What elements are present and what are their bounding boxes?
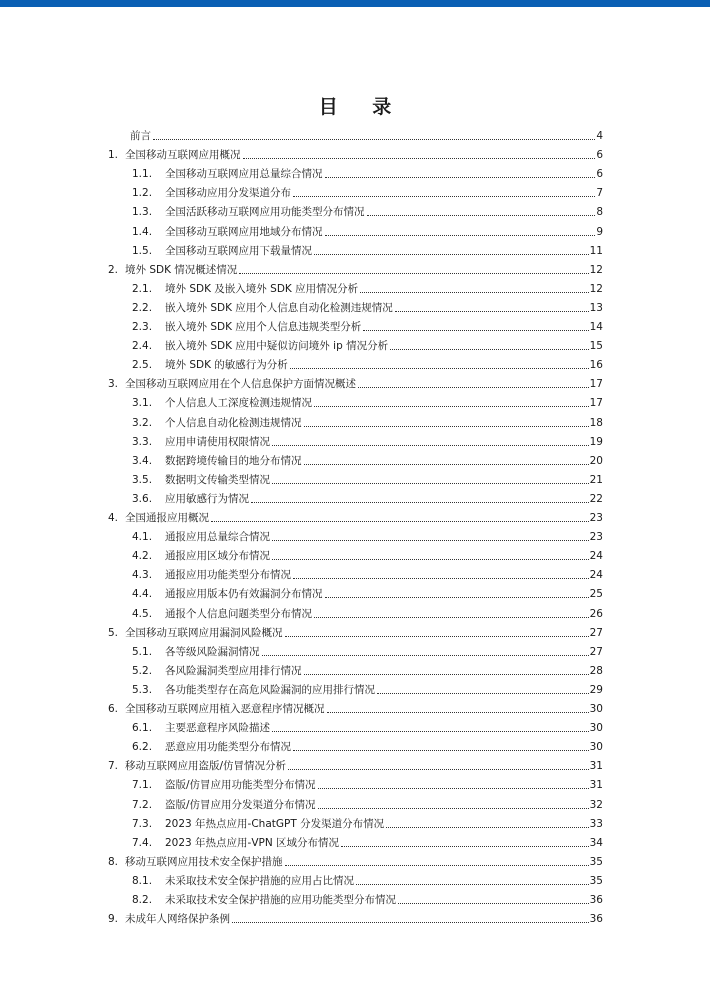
toc-entry-page: 7	[596, 187, 603, 200]
toc-entry-number: 3.2.	[132, 416, 153, 429]
toc-entry-page: 9	[596, 225, 603, 238]
toc-entry-title: 未成年人网络保护条例	[125, 913, 230, 926]
toc-entry-title: 各功能类型存在高危风险漏洞的应用排行情况	[165, 683, 375, 696]
toc-entry[interactable]	[132, 813, 603, 831]
toc-dot-leader	[304, 426, 589, 427]
toc-entry-page: 24	[589, 569, 603, 582]
toc-entry[interactable]	[132, 736, 603, 754]
toc-entry-title: 移动互联网应用技术安全保护措施	[125, 855, 283, 868]
toc-dot-leader	[272, 445, 589, 446]
toc-entry-title: 全国移动互联网应用植入恶意程序情况概况	[125, 703, 325, 715]
toc-entry-number: 4.3.	[132, 569, 153, 582]
toc-entry-page: 6	[596, 168, 603, 181]
toc-entry[interactable]	[132, 603, 603, 621]
toc-entry-page: 22	[589, 492, 603, 505]
toc-entry[interactable]	[132, 794, 603, 812]
toc-dot-leader	[314, 254, 589, 255]
toc-entry-title: 通报应用总量综合情况	[165, 531, 270, 544]
toc-entry-page: 30	[589, 722, 603, 735]
toc-entry-page: 35	[589, 855, 603, 868]
toc-entry-number: 1.3.	[132, 206, 153, 219]
toc-entry-title: 全国移动互联网应用在个人信息保护方面情况概述	[125, 378, 356, 391]
toc-entry-title: 全国移动互联网应用概况	[125, 149, 241, 162]
toc-dot-leader	[285, 865, 589, 866]
toc-entry-title: 未采取技术安全保护措施的应用占比情况	[165, 874, 354, 887]
toc-entry-page: 31	[589, 779, 603, 792]
toc-dot-leader	[386, 827, 589, 828]
toc-entry-title: 全国移动互联网应用总量综合情况	[165, 168, 323, 181]
toc-entry-title: 个人信息自动化检测违规情况	[165, 416, 302, 429]
toc-entry-title: 境外 SDK 情况概述情况	[125, 263, 238, 276]
header-accent-bar	[0, 0, 710, 7]
toc-entry[interactable]	[108, 259, 603, 277]
toc-dot-leader	[304, 464, 589, 465]
toc-entry[interactable]	[132, 870, 603, 888]
toc-entry-number: 4.1.	[132, 531, 153, 544]
toc-entry-page: 25	[589, 588, 603, 601]
toc-entry-page: 11	[589, 244, 603, 257]
toc-dot-leader	[239, 273, 588, 274]
toc-entry-page: 27	[589, 626, 603, 639]
toc-dot-leader	[293, 196, 595, 197]
toc-entry[interactable]	[132, 889, 603, 907]
toc-entry-page: 18	[589, 416, 603, 429]
toc-entry-number: 6.	[108, 703, 119, 715]
toc-entry-title: 通报应用区域分布情况	[165, 550, 270, 563]
toc-entry[interactable]	[132, 660, 603, 678]
toc-entry[interactable]	[132, 163, 603, 181]
toc-entry-title: 个人信息人工深度检测违规情况	[165, 397, 312, 410]
toc-entry-title: 通报应用版本仍有效漏洞分布情况	[165, 588, 323, 601]
toc-dot-leader	[293, 750, 589, 751]
toc-dot-leader	[360, 292, 589, 293]
toc-entry-page: 35	[589, 874, 603, 887]
toc-entry[interactable]	[132, 679, 603, 697]
toc-entry-title: 恶意应用功能类型分布情况	[165, 741, 291, 754]
toc-entry[interactable]	[132, 335, 603, 353]
toc-entry[interactable]	[132, 431, 603, 449]
toc-entry-title: 前言	[130, 130, 151, 142]
toc-entry-number: 3.1.	[132, 397, 153, 410]
toc-entry-title: 嵌入境外 SDK 应用个人信息违规类型分析	[165, 321, 362, 333]
toc-entry-page: 12	[589, 263, 603, 276]
toc-entry-page: 6	[596, 149, 603, 162]
toc-dot-leader	[327, 712, 589, 713]
toc-entry-number: 8.	[108, 855, 119, 868]
toc-entry-number: 2.4.	[132, 340, 153, 353]
toc-entry[interactable]	[132, 717, 603, 735]
toc-dot-leader	[356, 884, 589, 885]
toc-dot-leader	[272, 540, 589, 541]
toc-entry-page: 23	[589, 531, 603, 544]
toc-entry-number: 6.1.	[132, 722, 153, 735]
toc-entry-page: 23	[589, 512, 603, 524]
toc-entry-page: 26	[589, 607, 603, 620]
toc-entry[interactable]	[132, 450, 603, 468]
toc-entry[interactable]	[132, 564, 603, 582]
toc-entry-page: 12	[589, 282, 603, 295]
toc-dot-leader	[377, 693, 589, 694]
toc-entry-title: 境外 SDK 的敏感行为分析	[165, 359, 288, 372]
toc-entry-page: 30	[589, 703, 603, 715]
toc-entry-number: 4.5.	[132, 607, 153, 620]
toc-dot-leader	[272, 731, 589, 732]
toc-dot-leader	[398, 903, 589, 904]
toc-entry-number: 3.3.	[132, 435, 153, 448]
toc-dot-leader	[304, 674, 589, 675]
toc-entry-number: 5.1.	[132, 645, 153, 658]
toc-entry-title: 各等级风险漏洞情况	[165, 645, 260, 658]
toc-entry-page: 13	[589, 301, 603, 314]
toc-entry-title: 全国通报应用概况	[125, 512, 209, 524]
toc-entry[interactable]	[132, 221, 603, 239]
toc-entry-page: 16	[589, 359, 603, 372]
toc-entry-page: 36	[589, 913, 603, 926]
toc-entry[interactable]	[108, 622, 603, 640]
toc-entry[interactable]	[132, 240, 603, 258]
toc-entry[interactable]	[132, 832, 603, 850]
toc-entry-page: 4	[596, 130, 603, 142]
toc-entry[interactable]	[132, 182, 603, 200]
page-title: 目 录	[318, 96, 406, 118]
toc-entry-title: 应用敏感行为情况	[165, 492, 249, 505]
toc-entry-number: 6.2.	[132, 741, 153, 754]
toc-entry-page: 30	[589, 741, 603, 754]
toc-entry-title: 2023 年热点应用-ChatGPT 分发渠道分布情况	[165, 817, 385, 830]
toc-entry[interactable]	[108, 698, 603, 716]
toc-dot-leader	[325, 597, 589, 598]
toc-dot-leader	[363, 330, 588, 331]
toc-entry-number: 8.1.	[132, 874, 153, 887]
toc-entry-title: 通报个人信息问题类型分布情况	[165, 607, 312, 620]
toc-entry-page: 36	[589, 894, 603, 906]
toc-entry-number: 2.1.	[132, 282, 153, 295]
toc-entry-number: 5.3.	[132, 683, 153, 696]
toc-entry-number: 3.	[108, 378, 119, 391]
toc-entry[interactable]	[132, 354, 603, 372]
toc-dot-leader	[390, 349, 589, 350]
toc-dot-leader	[272, 483, 589, 484]
toc-entry[interactable]	[132, 297, 603, 315]
toc-dot-leader	[232, 922, 589, 923]
toc-entry-title: 盗版/仿冒应用分发渠道分布情况	[165, 798, 316, 811]
toc-entry-number: 7.2.	[132, 798, 153, 811]
toc-entry-page: 24	[589, 550, 603, 563]
toc-entry-page: 34	[589, 836, 603, 849]
toc-entry-number: 7.	[108, 760, 119, 773]
toc-entry-title: 全国移动互联网应用下载量情况	[165, 244, 312, 257]
toc-dot-leader	[314, 617, 589, 618]
toc-entry-number: 1.5.	[132, 244, 153, 257]
toc-dot-leader	[358, 387, 589, 388]
toc-entry[interactable]	[132, 412, 603, 430]
toc-dot-leader	[314, 406, 589, 407]
toc-entry-number: 4.	[108, 512, 119, 524]
toc-dot-leader	[318, 808, 589, 809]
toc-entry-title: 嵌入境外 SDK 应用中疑似访问境外 ip 情况分析	[165, 340, 389, 353]
toc-dot-leader	[153, 139, 595, 140]
toc-dot-leader	[293, 578, 589, 579]
toc-entry[interactable]	[132, 526, 603, 544]
toc-dot-leader	[325, 177, 596, 178]
toc-entry-number: 5.2.	[132, 664, 153, 677]
toc-entry-number: 8.2.	[132, 894, 153, 906]
toc-entry-page: 21	[589, 473, 603, 486]
toc-entry[interactable]	[108, 144, 603, 162]
toc-entry-number: 5.	[108, 626, 119, 639]
toc-dot-leader	[272, 559, 589, 560]
toc-dot-leader	[288, 769, 589, 770]
toc-entry-number: 1.4.	[132, 225, 153, 238]
toc-entry-page: 19	[589, 435, 603, 448]
toc-dot-leader	[211, 521, 589, 522]
toc-entry-title: 数据跨境传输目的地分布情况	[165, 454, 302, 467]
toc-entry-title: 未采取技术安全保护措施的应用功能类型分布情况	[165, 894, 396, 906]
toc-entry[interactable]	[108, 373, 603, 391]
toc-entry-page: 31	[589, 760, 603, 773]
toc-dot-leader	[318, 788, 589, 789]
toc-dot-leader	[395, 311, 589, 312]
toc-entry-title: 盗版/仿冒应用功能类型分布情况	[165, 779, 316, 792]
toc-entry[interactable]	[132, 469, 603, 487]
toc-entry-title: 主要恶意程序风险描述	[165, 722, 270, 735]
toc-entry-title: 全国移动互联网应用漏洞风险概况	[125, 626, 283, 639]
toc-entry-number: 1.1.	[132, 168, 153, 181]
toc-entry-page: 17	[589, 397, 603, 410]
toc-entry[interactable]	[108, 507, 603, 525]
toc-entry-number: 1.	[108, 149, 119, 162]
toc-entry-page: 28	[589, 664, 603, 677]
toc-entry-page: 15	[589, 340, 603, 353]
toc-entry[interactable]	[132, 316, 603, 334]
toc-entry-number: 7.3.	[132, 817, 153, 830]
toc-dot-leader	[285, 636, 589, 637]
toc-entry-page: 17	[589, 378, 603, 391]
toc-entry-title: 数据明文传输类型情况	[165, 473, 270, 486]
toc-dot-leader	[262, 655, 589, 656]
toc-dot-leader	[251, 502, 589, 503]
toc-entry-number: 9.	[108, 913, 119, 926]
toc-entry-page: 8	[596, 206, 603, 219]
toc-entry-number: 1.2.	[132, 187, 153, 200]
toc-entry-page: 27	[589, 645, 603, 658]
toc-entry-number: 2.3.	[132, 321, 153, 333]
toc-entry-title: 2023 年热点应用-VPN 区域分布情况	[165, 836, 340, 849]
toc-entry[interactable]	[132, 641, 603, 659]
toc-entry-title: 全国活跃移动互联网应用功能类型分布情况	[165, 206, 365, 219]
toc-entry-title: 全国移动互联网应用地域分布情况	[165, 225, 323, 238]
toc-entry-title: 境外 SDK 及嵌入境外 SDK 应用情况分析	[165, 282, 359, 295]
toc-entry-page: 33	[589, 817, 603, 830]
toc-entry-page: 32	[589, 798, 603, 811]
toc-entry-number: 4.2.	[132, 550, 153, 563]
toc-entry[interactable]	[132, 774, 603, 792]
toc-entry-number: 3.5.	[132, 473, 153, 486]
toc-entry-page: 14	[589, 321, 603, 333]
toc-entry[interactable]	[132, 545, 603, 563]
toc-entry-number: 3.6.	[132, 492, 153, 505]
toc-entry[interactable]	[132, 583, 603, 601]
toc-entry-number: 3.4.	[132, 454, 153, 467]
toc-entry-title: 通报应用功能类型分布情况	[165, 569, 291, 582]
toc-entry[interactable]	[132, 392, 603, 410]
toc-entry-number: 2.	[108, 263, 119, 276]
toc-dot-leader	[367, 215, 596, 216]
toc-entry-title: 移动互联网应用盗版/仿冒情况分析	[125, 760, 287, 773]
toc-dot-leader	[325, 235, 596, 236]
toc-dot-leader	[341, 846, 589, 847]
toc-entry-page: 20	[589, 454, 603, 467]
toc-entry-number: 4.4.	[132, 588, 153, 601]
toc-entry-number: 7.1.	[132, 779, 153, 792]
toc-entry-title: 全国移动应用分发渠道分布	[165, 187, 291, 200]
toc-entry-title: 各风险漏洞类型应用排行情况	[165, 664, 302, 677]
toc-dot-leader	[243, 158, 596, 159]
toc-entry-number: 2.2.	[132, 301, 153, 314]
toc-entry-number: 7.4.	[132, 836, 153, 849]
toc-entry-title: 应用申请使用权限情况	[165, 435, 270, 448]
toc-entry-page: 29	[589, 683, 603, 696]
toc-entry-number: 2.5.	[132, 359, 153, 372]
toc-dot-leader	[290, 368, 589, 369]
toc-entry[interactable]	[108, 755, 603, 773]
toc-entry[interactable]	[108, 908, 603, 926]
toc-entry[interactable]	[132, 488, 603, 506]
toc-entry[interactable]	[130, 125, 603, 143]
toc-entry-title: 嵌入境外 SDK 应用个人信息自动化检测违规情况	[165, 301, 393, 314]
toc-entry[interactable]	[108, 851, 603, 869]
toc-entry[interactable]	[132, 201, 603, 219]
toc-entry[interactable]	[132, 278, 603, 296]
